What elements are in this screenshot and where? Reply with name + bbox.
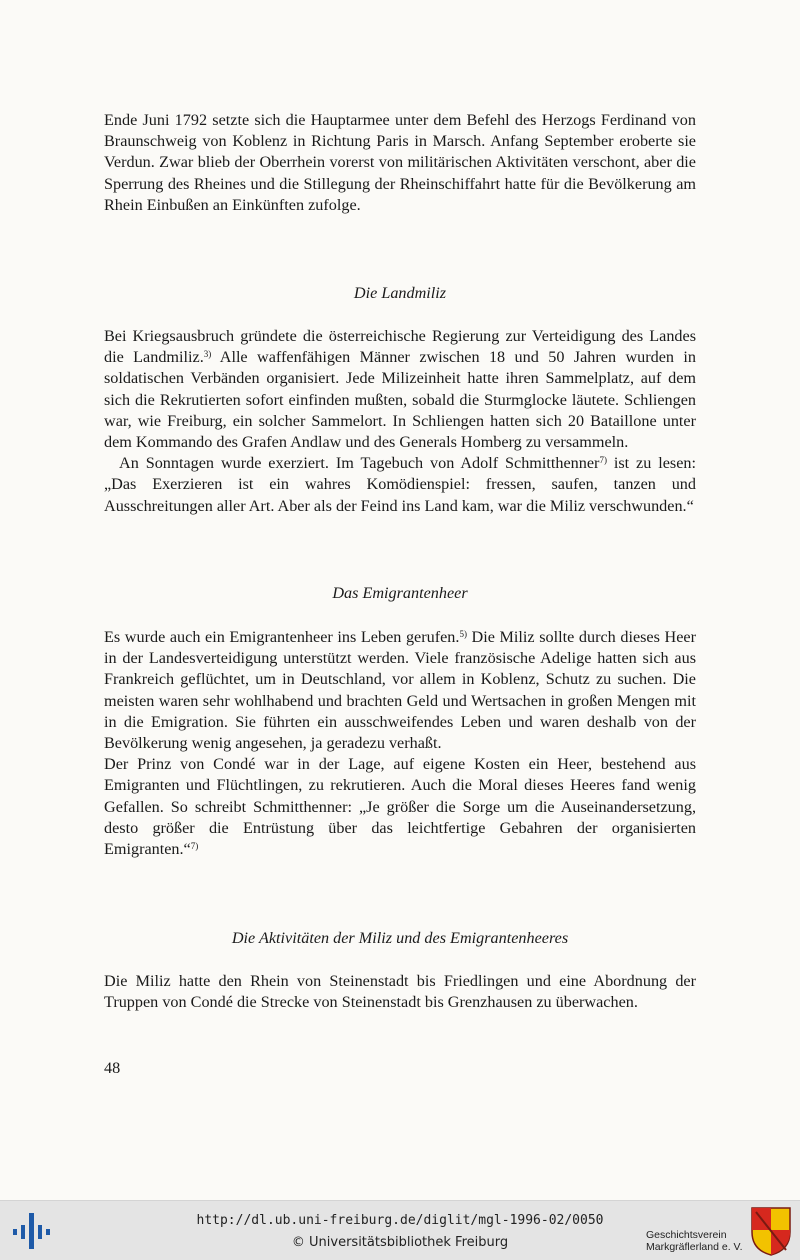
permalink-url[interactable]: http://dl.ub.uni-freiburg.de/diglit/mgl-1996-02/0050: [196, 1213, 604, 1228]
paragraph-3: An Sonntagen wurde exerziert. Im Tagebuch von Adolf Schmitthenner$^{7)}$ ist zu lesen: „Das Exerzieren ist ein wahres Komödienspiel: fressen, saufen, tanzen und Ausschreitungen aller Art. Aber als der Feind ins Land kam, war die Miliz verschwunden.“: [104, 454, 696, 515]
paragraph-1: Ende Juni 1792 setzte sich die Hauptarmee unter dem Befehl des Herzogs Ferdinand von Braunschweig von Koblenz in Richtung Paris in Marsch. Anfang September eroberte sie Verdun. Zwar blieb der Oberrhein vorerst von militärischen Aktivitäten verschont, aber die Sperrung des Rheines und die Stillegung der Rheinschiffahrt hatte für die Bevölkerung am Rhein Einbußen an Einkünften zufolge.: [104, 111, 696, 214]
copyright-text: © Universitätsbibliothek Freiburg: [291, 1235, 509, 1250]
paragraph-intro: [104, 110, 696, 216]
footer-bar: [0, 1200, 800, 1260]
page-number: 48: [104, 1059, 121, 1077]
heading-landmiliz: Die Landmiliz: [353, 284, 447, 302]
footnote-ref: 3): [203, 349, 212, 360]
society-name[interactable]: Geschichtsverein Markgräflerland e. V.: [646, 1229, 743, 1253]
footnote-ref: 7): [190, 841, 199, 852]
section-aktivitaeten: [104, 971, 696, 1013]
paragraph-2: Bei Kriegsausbruch gründete die österreichische Regierung zur Verteidigung des Landes die Landmiliz.$^{3)}$ Alle waffenfähigen Männer zwischen 18 und 50 Jahren wurden in soldatischen Verbänden organisiert. Jede Milizeinheit hatte ihren Sammelplatz, auf dem sich die Rekrutierten sofort einfinden mußten, sobald die Sturmglocke läutete. Schliengen war, wie Freiburg, ein solcher Sammelort. In Schliengen hatten sich 20 Bataillone unter dem Kommando des Grafen Andlaw und des Generals Homberg zu versammeln.: [104, 327, 696, 452]
paragraph-5: Der Prinz von Condé war in der Lage, auf eigene Kosten ein Heer, bestehend aus Emigranten und Flüchtlingen, zu rekrutieren. Auch die Moral dieses Heeres fand wenig Gefallen. So schreibt Schmitthenner: „Je größer die Sorge um die Auseinandersetzung, desto größer die Entrüstung über das leichtfertige Gebahren der organisierten Emigranten.“$^{7)}$: [104, 755, 696, 859]
heading-aktivitaeten: Die Aktivitäten der Miliz und des Emigrantenheeres: [231, 929, 569, 947]
footnote-ref: 5): [459, 629, 467, 639]
coat-of-arms-icon[interactable]: [750, 1206, 792, 1256]
footnote-ref: 7): [599, 455, 607, 466]
heading-emigrantenheer: Das Emigrantenheer: [332, 584, 468, 602]
paragraph-4: Es wurde auch ein Emigrantenheer ins Leben gerufen.$^{5)}$ Die Miliz sollte durch dieses Heer in der Landesverteidigung unterstützt werden. Viele französische Adelige hatten sich aus Frankreich geflüchtet, um in Deutschland, vor allem in Koblenz, Schutz zu suchen. Die meisten waren sehr wohlhabend und brachten Geld und Wertsachen in großen Mengen mit in die Emigration. Sie führten ein ausschweifendes Leben und waren deshalb von der Bevölkerung wenig angesehen, ja geradezu verhaßt.: [104, 628, 696, 753]
paragraph-6: Die Miliz hatte den Rhein von Steinenstadt bis Friedlingen und eine Abordnung der Truppen von Condé die Strecke von Steinenstadt bis Grenzhausen zu überwachen.: [104, 972, 696, 1012]
section-landmiliz: [104, 326, 696, 517]
section-emigrantenheer: [104, 627, 696, 860]
